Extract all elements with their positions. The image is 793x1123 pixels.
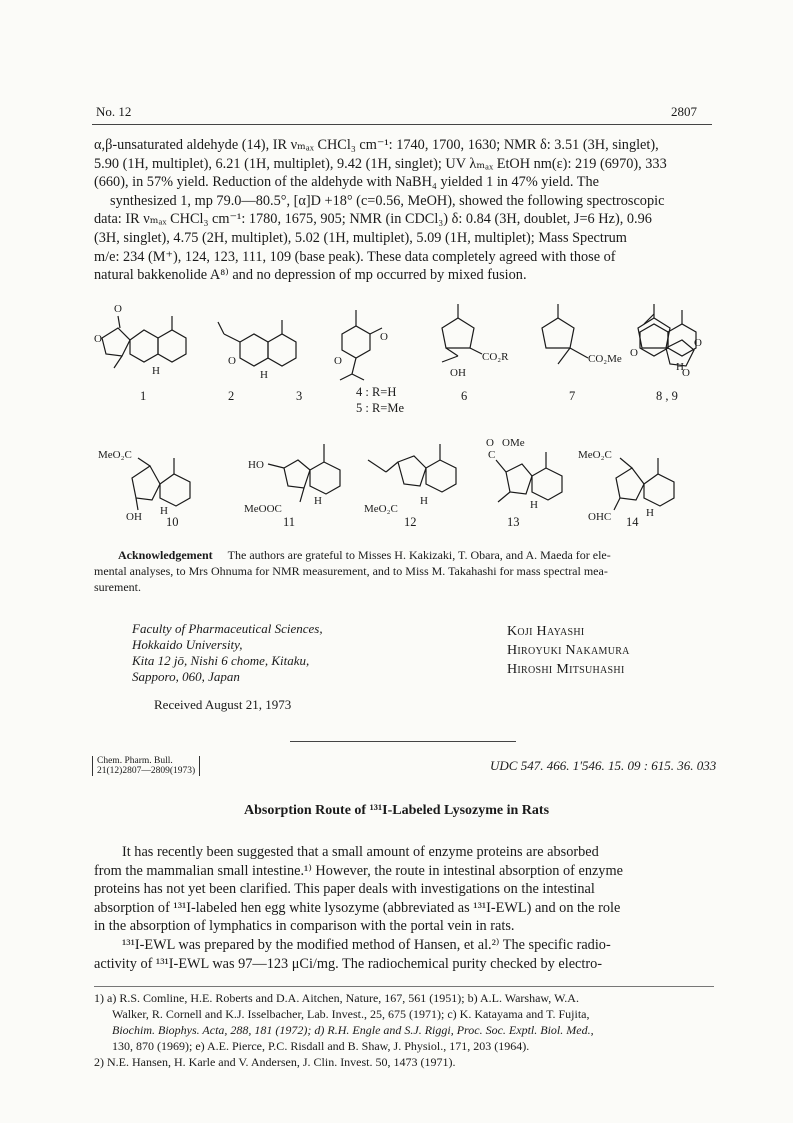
footnote-line: 2) N.E. Hansen, H. Karle and V. Andersen, J. Clin. Invest. 50, 1473 (1971). [94, 1055, 456, 1069]
svg-text:O: O [486, 437, 494, 449]
compound-number: 3 [296, 389, 303, 403]
structure-8-9-drawing [630, 304, 720, 384]
issue-number: No. 12 [96, 104, 132, 119]
svg-text:HO: HO [248, 459, 264, 471]
compound-number: 4 : R=H [356, 385, 397, 399]
affiliation-line: Sapporo, 060, Japan [132, 669, 240, 684]
affiliation-line: Kita 12 jō, Nishi 6 chome, Kitaku, [132, 653, 310, 668]
svg-text:O: O [682, 367, 690, 379]
compound-number: 1 [140, 389, 147, 403]
svg-text:O: O [114, 303, 122, 315]
footnote-rule [94, 986, 714, 987]
svg-text:O: O [94, 333, 102, 345]
intro-line: (660), in 57% yield. Reduction of the aldehyde with NaBH₄ yielded 1 in 47% yield. The [94, 174, 600, 191]
structures-row-2 [98, 432, 718, 522]
svg-text:H: H [152, 365, 160, 377]
compound-number: 6 [461, 389, 468, 403]
structure-drawings-row-1 [92, 298, 722, 388]
affiliation-line: Faculty of Pharmaceutical Sciences, [132, 621, 323, 636]
svg-text:OMe: OMe [502, 437, 525, 449]
svg-text:H: H [646, 507, 654, 519]
author-name: Hiroshi Mitsuhashi [507, 662, 625, 677]
svg-text:H: H [260, 369, 268, 381]
svg-text:MeO₂C: MeO₂C [98, 449, 132, 461]
structures-row-1 [92, 298, 722, 388]
structure-14 [578, 449, 674, 523]
svg-text:H: H [314, 495, 322, 507]
structure-13 [486, 437, 562, 511]
svg-text:O: O [380, 331, 388, 343]
footnote-line: Walker, R. Cornell and K.J. Isselbacher, Lab. Invest., 25, 675 (1971); c) K. Katayama and T. Fujita, [112, 1007, 590, 1021]
citation-volume: 21(12)2807—2809(1973) [97, 766, 196, 776]
body-line: proteins has not yet been clarified. This paper deals with investigations on the intestinal [94, 881, 595, 898]
footnote-line: 130, 870 (1969); e) A.E. Pierce, P.C. Risdall and B. Shaw, J. Physiol., 171, 203 (1964). [112, 1039, 530, 1053]
compound-number: 14 [626, 515, 639, 529]
acknowledgement-text: The authors are grateful to Misses H. Kakizaki, T. Obara, and A. Maeda for ele- [227, 548, 611, 562]
section-divider [290, 741, 516, 742]
svg-text:O: O [694, 337, 702, 349]
svg-text:MeOOC: MeOOC [244, 503, 282, 515]
page-number: 2807 [671, 104, 697, 119]
author-name: Koji Hayashi [507, 624, 585, 639]
svg-text:MeO₂C: MeO₂C [364, 503, 398, 515]
footnotes [94, 990, 714, 1070]
received-date: Received August 21, 1973 [154, 697, 292, 712]
structure-2 [218, 320, 296, 381]
journal-citation [92, 756, 200, 776]
structure-8-9 [630, 304, 720, 384]
svg-text:OHC: OHC [588, 511, 612, 523]
intro-paragraph [94, 136, 714, 285]
svg-text:O: O [334, 355, 342, 367]
compound-number: 13 [507, 515, 520, 529]
acknowledgement-text: surement. [94, 580, 141, 594]
body-line: absorption of ¹³¹I-labeled hen egg white lysozyme (abbreviated as ¹³¹I-EWL) and on the role [94, 899, 621, 916]
svg-text:H: H [160, 505, 168, 517]
acknowledgement-text: mental analyses, to Mrs Ohnuma for NMR measurement, and to Miss M. Takahashi for mass spectral mea- [94, 564, 608, 578]
udc-code: UDC 547. 466. 1'546. 15. 09 : 615. 36. 033 [490, 758, 717, 773]
body-line: from the mammalian small intestine.¹⁾ However, the route in intestinal absorption of enzyme [94, 862, 623, 879]
compound-number: 7 [569, 389, 576, 403]
svg-text:H: H [530, 499, 538, 511]
body-line: in the absorption of lymphatics in comparison with the portal vein in rats. [94, 918, 515, 935]
svg-text:O: O [228, 355, 236, 367]
svg-text:C: C [488, 449, 496, 461]
structure-3 [334, 310, 388, 380]
intro-line: natural bakkenolide A⁸⁾ and no depression of mp occurred by mixed fusion. [94, 267, 527, 284]
svg-text:OH: OH [126, 511, 142, 523]
compound-number: 2 [228, 389, 235, 403]
structure-11 [244, 444, 340, 515]
author-name: Hiroyuki Nakamura [507, 643, 630, 658]
footnote-line: 1) a) R.S. Comline, H.E. Roberts and D.A. Aitchen, Nature, 167, 561 (1951); b) A.L. Warshaw, W.A. [94, 991, 579, 1005]
structure-1 [94, 303, 186, 377]
svg-text:CO₂R: CO₂R [482, 351, 509, 363]
intro-line: (3H, singlet), 4.75 (2H, multiplet), 5.02 (1H, multiplet), 5.09 (1H, multiplet); Mass Spectrum [94, 229, 627, 246]
body-line: ¹³¹I-EWL was prepared by the modified method of Hansen, et al.²⁾ The specific radio- [122, 936, 611, 953]
svg-text:H: H [420, 495, 428, 507]
authors [507, 622, 630, 679]
intro-line: 5.90 (1H, multiplet), 6.21 (1H, multiplet), 9.42 (1H, singlet); UV λₘₐₓ EtOH nm(ε): 219 (6970), 333 [94, 155, 667, 172]
body-line: It has recently been suggested that a small amount of enzyme proteins are absorbed [122, 844, 599, 860]
citation-journal: Chem. Pharm. Bull. [97, 756, 173, 766]
compound-number: 8 , 9 [656, 389, 678, 403]
header-rule [92, 124, 712, 125]
structure-drawings-row-2 [98, 432, 718, 522]
compound-number: 10 [166, 515, 179, 529]
structure-10 [98, 449, 190, 523]
intro-line: synthesized 1, mp 79.0—80.5°, [α]D +18° (c=0.56, MeOH), showed the following spectroscopic [110, 192, 665, 209]
affiliation [132, 621, 323, 685]
svg-text:OH: OH [450, 367, 466, 379]
article-title: Absorption Route of ¹³¹I-Labeled Lysozyme in Rats [243, 803, 550, 818]
svg-text:H: H [676, 361, 684, 373]
structure-4-5 [442, 304, 509, 379]
acknowledgement [94, 547, 714, 595]
intro-line: α,β-unsaturated aldehyde (14), IR νₘₐₓ CHCl₃ cm⁻¹: 1740, 1700, 1630; NMR δ: 3.51 (3H, singlet), [94, 137, 659, 153]
structure-6 [542, 304, 622, 365]
body-paragraph [94, 843, 714, 973]
svg-text:MeO₂C: MeO₂C [578, 449, 612, 461]
body-line: activity of ¹³¹I-EWL was 97—123 μCi/mg. The radiochemical purity checked by electro- [94, 955, 603, 972]
intro-line: data: IR νₘₐₓ CHCl₃ cm⁻¹: 1780, 1675, 905; NMR (in CDCl₃) δ: 0.84 (3H, doublet, J=6 Hz), 0.96 [94, 211, 652, 228]
structure-12 [364, 444, 456, 515]
intro-line: m/e: 234 (M⁺), 124, 123, 111, 109 (base peak). These data completely agreed with those of [94, 248, 616, 265]
affiliation-line: Hokkaido University, [132, 637, 243, 652]
compound-number: 11 [283, 515, 296, 529]
compound-number: 5 : R=Me [356, 401, 405, 415]
svg-text:CO₂Me: CO₂Me [588, 353, 622, 365]
footnote-line: Biochim. Biophys. Acta, 288, 181 (1972); d) R.H. Engle and S.J. Riggi, Proc. Soc. Exptl. Biol. Med., [112, 1023, 594, 1037]
acknowledgement-heading: Acknowledgement [118, 548, 213, 562]
compound-number: 12 [404, 515, 417, 529]
svg-text:O: O [630, 347, 638, 359]
